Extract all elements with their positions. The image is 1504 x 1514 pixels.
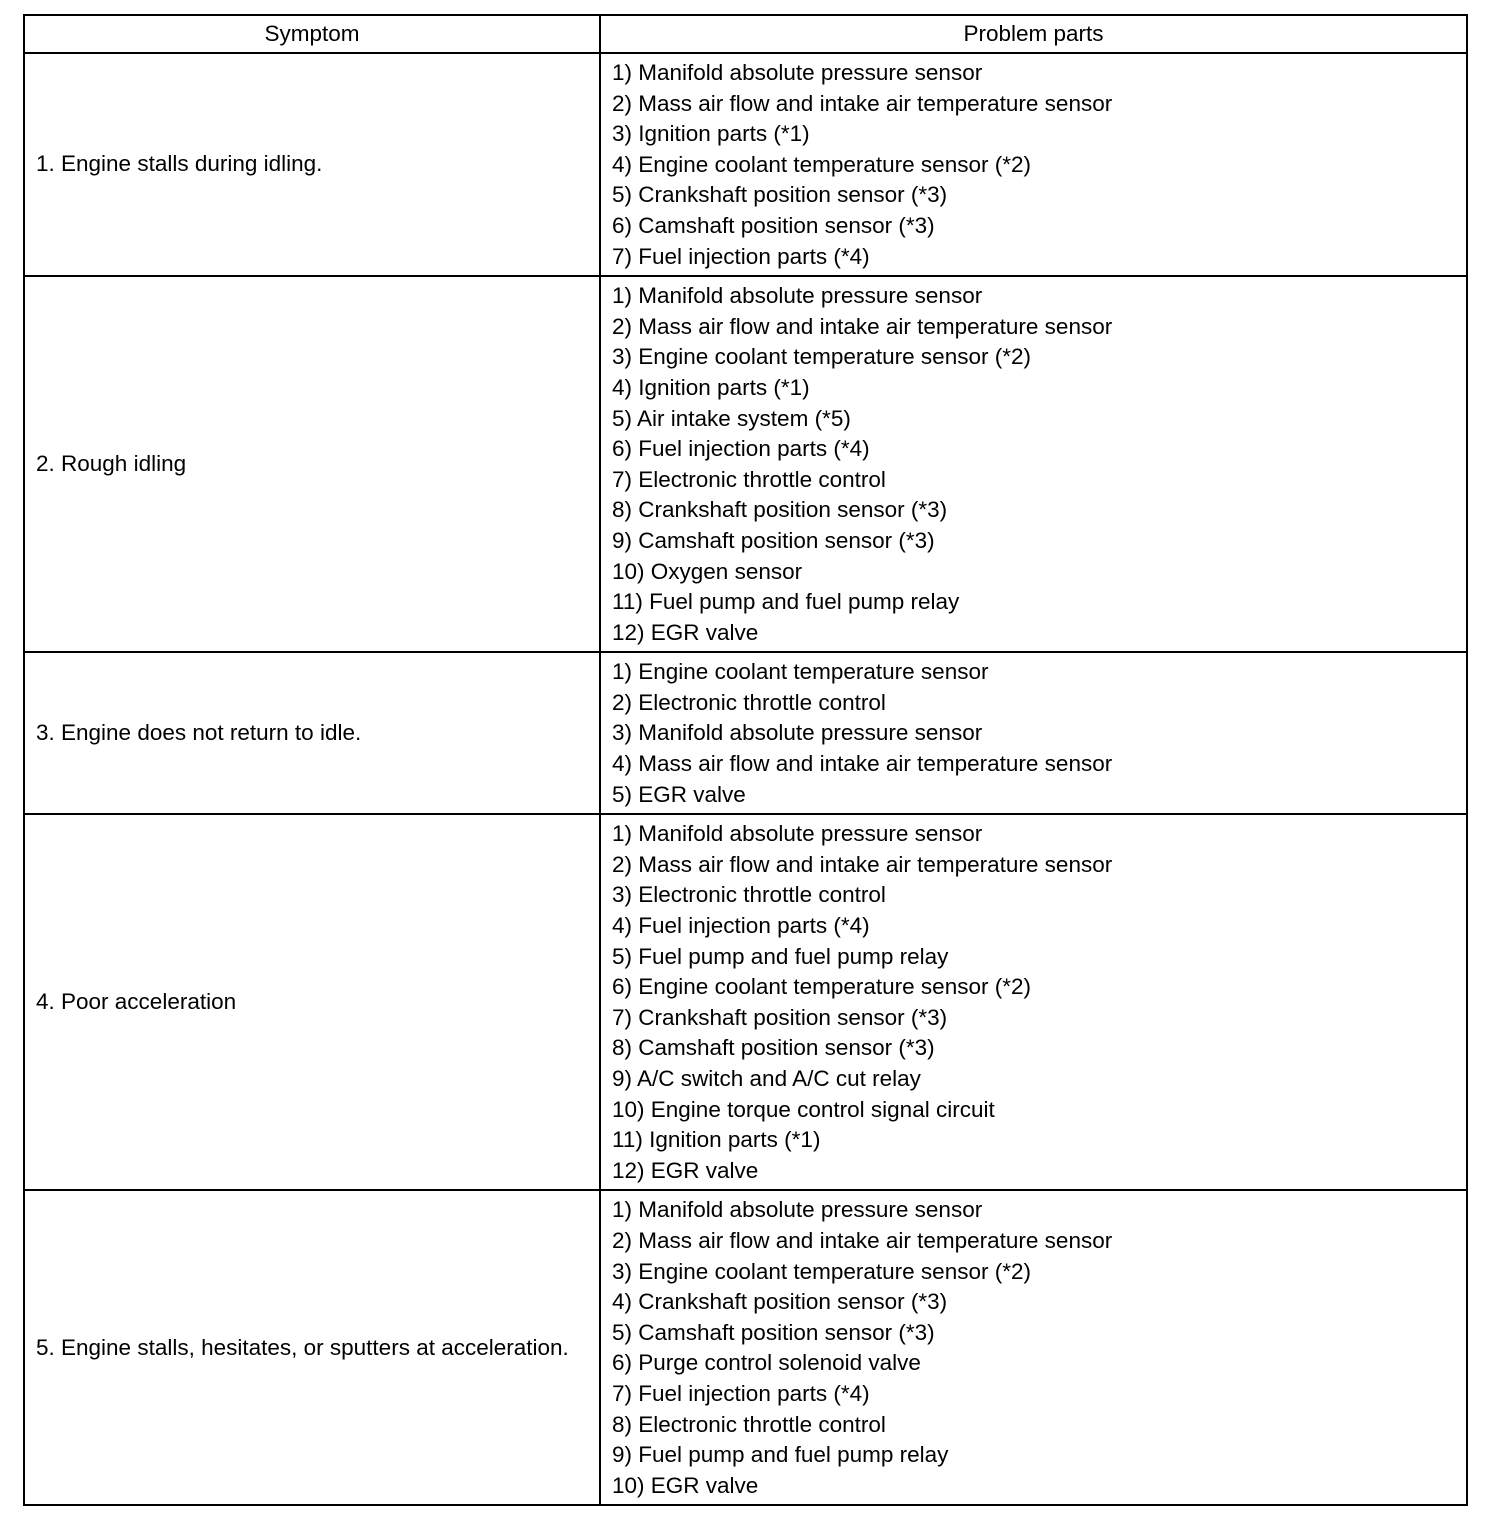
- list-item: 10) Oxygen sensor: [612, 558, 803, 584]
- table-row: [24, 53, 1467, 276]
- header-problem-parts: Problem parts: [600, 15, 1467, 53]
- problem-parts-list: [612, 281, 1458, 648]
- symptom-problem-parts-table: [23, 14, 1468, 1506]
- list-item: 9) A/C switch and A/C cut relay: [612, 1066, 921, 1091]
- list-item: 6) Camshaft position sensor (*3): [612, 212, 935, 238]
- table-row: [24, 276, 1467, 652]
- list-item: 11) Fuel pump and fuel pump relay: [612, 589, 960, 615]
- list-item: 7) Electronic throttle control: [612, 466, 886, 492]
- symptom-cell: 5. Engine stalls, hesitates, or sputters at acceleration.: [24, 1190, 600, 1505]
- list-item: 1) Engine coolant temperature sensor: [612, 659, 989, 685]
- header-row: [24, 15, 1467, 53]
- problem-parts-list: [612, 58, 1458, 272]
- list-item: 10) EGR valve: [612, 1472, 759, 1498]
- list-item: 1) Manifold absolute pressure sensor: [612, 1197, 983, 1223]
- problem-parts-list: [612, 657, 1458, 810]
- list-item: 3) Engine coolant temperature sensor (*2): [612, 344, 1031, 370]
- header-symptom: Symptom: [24, 15, 600, 53]
- problem-parts-list: [612, 819, 1458, 1186]
- list-item: 2) Mass air flow and intake air temperature sensor: [612, 313, 1113, 339]
- problem-parts-cell: [600, 652, 1467, 814]
- list-item: 12) EGR valve: [612, 1157, 759, 1183]
- list-item: 8) Electronic throttle control: [612, 1411, 886, 1437]
- problem-parts-cell: [600, 53, 1467, 276]
- list-item: 5) EGR valve: [612, 781, 746, 807]
- list-item: 5) Camshaft position sensor (*3): [612, 1319, 935, 1345]
- table-body: [24, 53, 1467, 1505]
- list-item: 11) Ignition parts (*1): [612, 1127, 821, 1153]
- list-item: 4) Ignition parts (*1): [612, 374, 810, 400]
- symptom-cell: 3. Engine does not return to idle.: [24, 652, 600, 814]
- table-row: [24, 814, 1467, 1190]
- list-item: 4) Engine coolant temperature sensor (*2): [612, 151, 1031, 177]
- list-item: 6) Fuel injection parts (*4): [612, 436, 870, 462]
- list-item: 6) Purge control solenoid valve: [612, 1350, 921, 1376]
- table-header: [24, 15, 1467, 53]
- list-item: 4) Fuel injection parts (*4): [612, 913, 870, 939]
- symptom-cell: 2. Rough idling: [24, 276, 600, 652]
- list-item: 1) Manifold absolute pressure sensor: [612, 60, 983, 85]
- list-item: 7) Fuel injection parts (*4): [612, 1380, 870, 1406]
- list-item: 9) Fuel pump and fuel pump relay: [612, 1442, 949, 1468]
- symptom-cell: 4. Poor acceleration: [24, 814, 600, 1190]
- list-item: 1) Manifold absolute pressure sensor: [612, 821, 983, 847]
- list-item: 5) Crankshaft position sensor (*3): [612, 182, 948, 208]
- list-item: 3) Manifold absolute pressure sensor: [612, 720, 983, 746]
- list-item: 2) Mass air flow and intake air temperature sensor: [612, 90, 1113, 116]
- list-item: 9) Camshaft position sensor (*3): [612, 527, 935, 553]
- list-item: 7) Fuel injection parts (*4): [612, 243, 870, 269]
- list-item: 5) Fuel pump and fuel pump relay: [612, 943, 949, 969]
- problem-parts-cell: [600, 814, 1467, 1190]
- problem-parts-cell: [600, 276, 1467, 652]
- list-item: 8) Crankshaft position sensor (*3): [612, 497, 948, 523]
- list-item: 4) Crankshaft position sensor (*3): [612, 1289, 948, 1315]
- list-item: 8) Camshaft position sensor (*3): [612, 1035, 935, 1061]
- table-row: [24, 1190, 1467, 1505]
- problem-parts-list: [612, 1195, 1458, 1501]
- table-row: [24, 652, 1467, 814]
- list-item: 7) Crankshaft position sensor (*3): [612, 1004, 948, 1030]
- list-item: 12) EGR valve: [612, 619, 759, 645]
- symptom-cell: 1. Engine stalls during idling.: [24, 53, 600, 276]
- list-item: 5) Air intake system (*5): [612, 405, 851, 431]
- list-item: 2) Mass air flow and intake air temperature sensor: [612, 1227, 1113, 1253]
- list-item: 3) Electronic throttle control: [612, 882, 886, 908]
- list-item: 6) Engine coolant temperature sensor (*2): [612, 974, 1031, 1000]
- list-item: 2) Mass air flow and intake air temperature sensor: [612, 851, 1113, 877]
- list-item: 10) Engine torque control signal circuit: [612, 1096, 995, 1122]
- problem-parts-cell: [600, 1190, 1467, 1505]
- list-item: 3) Engine coolant temperature sensor (*2): [612, 1258, 1031, 1284]
- list-item: 2) Electronic throttle control: [612, 689, 886, 715]
- list-item: 4) Mass air flow and intake air temperature sensor: [612, 751, 1113, 777]
- list-item: 1) Manifold absolute pressure sensor: [612, 283, 983, 309]
- list-item: 3) Ignition parts (*1): [612, 121, 810, 147]
